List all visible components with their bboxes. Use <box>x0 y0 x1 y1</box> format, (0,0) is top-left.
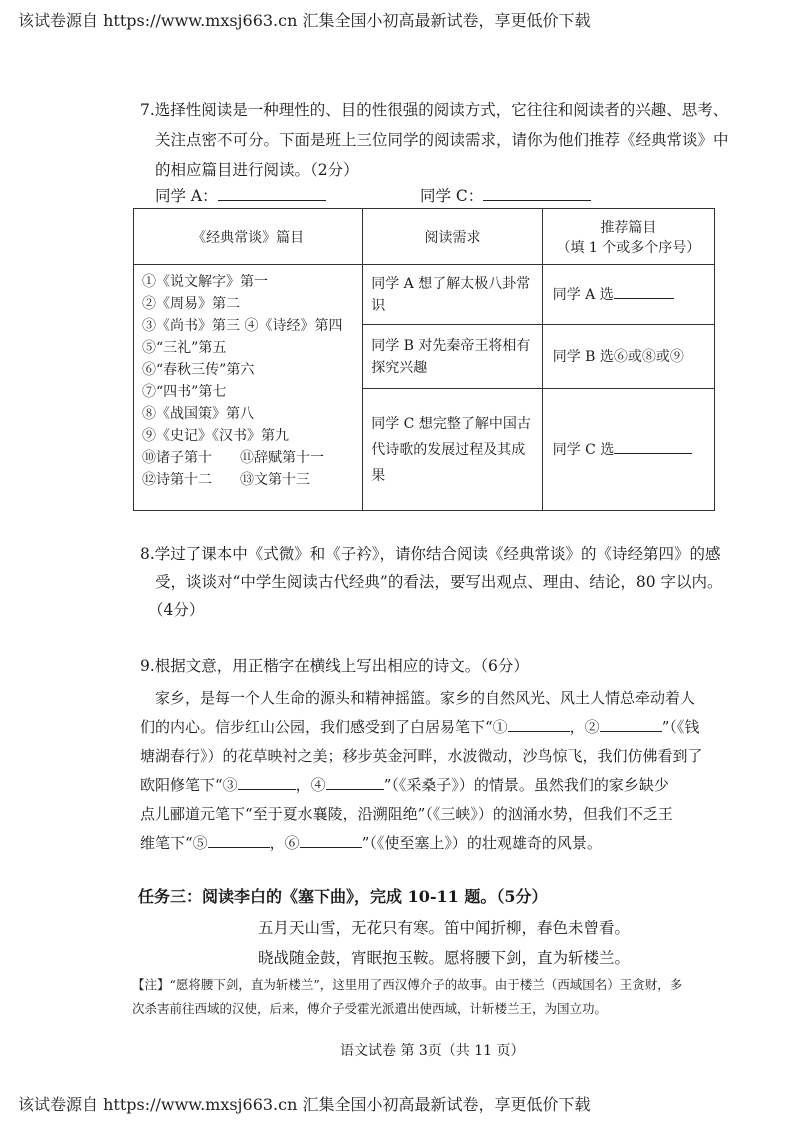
para-text: ，④ <box>295 776 326 794</box>
chapter-list-cell <box>134 265 363 511</box>
question-9-para-line-6 <box>140 829 602 857</box>
chapter-item: ⑧《战国策》第八 <box>142 406 254 422</box>
para-text: ，② <box>569 718 600 736</box>
student-a-answer-row <box>155 182 326 210</box>
question-7-line-3: 的相应篇目进行阅读。（2分） <box>155 161 359 179</box>
reading-recommendation-table <box>133 208 715 511</box>
question-9-para-line-4 <box>140 771 669 799</box>
header-needs: 阅读需求 <box>363 209 543 265</box>
para-text: ，⑥ <box>269 834 300 852</box>
rec-student-b: 同学 B 选⑥或⑧或⑨ <box>542 325 714 389</box>
question-9-para-line-2 <box>140 713 699 741</box>
chapter-item: ⑫诗第十二 ⑬文第十三 <box>142 472 310 488</box>
para-text: 维笔下“⑤ <box>140 834 208 852</box>
header-recommend <box>542 209 714 265</box>
student-a-label: 同学 A： <box>155 187 218 205</box>
source-banner-top: 该试卷源自 https://www.mxsj663.cn 汇集全国小初高最新试卷，享更低价下载 <box>18 11 591 30</box>
header-chapters: 《经典常谈》篇目 <box>134 209 363 265</box>
chapter-item: ⑤“三礼”第五 <box>142 340 227 356</box>
question-7-line-1: 7.选择性阅读是一种理性的、目的性很强的阅读方式，它往往和阅读者的兴趣、思考、 <box>140 101 729 119</box>
chapter-item: ⑥“春秋三传”第六 <box>142 362 255 378</box>
chapter-item: ⑨《史记》《汉书》第九 <box>142 428 289 444</box>
question-9-para-line-5: 点儿郦道元笔下“至于夏水襄陵，沿溯阻绝”（《三峡》）的汹涌水势，但我们不乏王 <box>140 805 673 823</box>
rec-student-c-blank[interactable] <box>614 439 692 454</box>
poem-blank-6[interactable] <box>300 833 362 848</box>
student-c-answer-blank[interactable] <box>483 186 591 201</box>
need-student-b: 同学 B 对先秦帝王将相有探究兴趣 <box>363 325 543 389</box>
student-c-label: 同学 C： <box>420 187 484 205</box>
rec-student-a <box>542 265 714 325</box>
question-8-line-3: （4分） <box>148 601 205 619</box>
task-3-title: 任务三：阅读李白的《塞下曲》，完成 10-11 题。（5分） <box>138 887 548 906</box>
poem-note-line-2: 次杀害前往西域的汉使，后来，傅介子受霍光派遣出使西域，计斩楼兰王，为国立功。 <box>132 1001 608 1016</box>
chapter-item: ②《周易》第二 <box>142 296 240 312</box>
source-banner-bottom: 该试卷源自 https://www.mxsj663.cn 汇集全国小初高最新试卷，享更低价下载 <box>18 1095 591 1114</box>
header-recommend-line-1: 推荐篇目 <box>600 219 657 236</box>
poem-blank-1[interactable] <box>508 717 570 732</box>
poem-line-2: 晓战随金鼓，宵眠抱玉鞍。愿将腰下剑，直为斩楼兰。 <box>258 949 631 967</box>
question-7-line-2: 关注点密不可分。下面是班上三位同学的阅读需求，请你为他们推荐《经典常谈》中 <box>155 131 729 149</box>
question-9-title: 9.根据文意，用正楷字在横线上写出相应的诗文。（6分） <box>140 657 529 675</box>
chapter-item: ①《说文解字》第一 <box>142 274 268 290</box>
para-text: ”（《采桑子》）的情景。虽然我们的家乡缺少 <box>383 776 669 794</box>
question-8-line-1: 8.学过了课本中《式微》和《子衿》，请你结合阅读《经典常谈》的《诗经第四》的感 <box>140 545 721 563</box>
rec-student-c <box>542 389 714 511</box>
rec-student-c-label: 同学 C 选 <box>552 441 615 458</box>
poem-line-1: 五月天山雪，无花只有寒。笛中闻折柳，春色未曾看。 <box>258 919 631 937</box>
student-a-answer-blank[interactable] <box>218 186 326 201</box>
poem-blank-2[interactable] <box>600 717 662 732</box>
rec-student-a-label: 同学 A 选 <box>552 286 614 303</box>
poem-blank-5[interactable] <box>208 833 270 848</box>
question-8-line-2: 受，谈谈对“中学生阅读古代经典”的看法，要写出观点、理由、结论，80 字以内。 <box>155 573 723 591</box>
question-9-para-line-1: 家乡，是每一个人生命的源头和精神摇篮。家乡的自然风光、风土人情总牵动着人 <box>155 689 696 707</box>
page-footer: 语文试卷 第 3页（共 11 页） <box>340 1043 525 1059</box>
student-c-answer-row <box>420 182 591 210</box>
para-text: 欧阳修笔下“③ <box>140 776 238 794</box>
para-text: ”（《使至塞上》）的壮观雄奇的风景。 <box>361 834 602 852</box>
chapter-item: ⑩诸子第十 ⑪辞赋第十一 <box>142 450 324 466</box>
header-recommend-line-2: （填 1 个或多个序号） <box>556 239 701 256</box>
question-9-para-line-3: 塘湖春行》）的花草映衬之美；移步英金河畔，水波微动，沙鸟惊飞，我们仿佛看到了 <box>140 747 703 765</box>
chapter-item: ⑦“四书”第七 <box>142 384 227 400</box>
need-student-a: 同学 A 想了解太极八卦常识 <box>363 265 543 325</box>
poem-blank-4[interactable] <box>326 775 384 790</box>
poem-note-line-1: 【注】“愿将腰下剑，直为斩楼兰”，这里用了西汉傅介子的故事。由于楼兰（西域国名）王贪财，多 <box>132 977 683 992</box>
rec-student-a-blank[interactable] <box>614 284 674 299</box>
poem-blank-3[interactable] <box>238 775 296 790</box>
need-student-c: 同学 C 想完整了解中国古代诗歌的发展过程及其成果 <box>363 389 543 511</box>
para-text: 们的内心。信步红山公园，我们感受到了白居易笔下“① <box>140 718 508 736</box>
chapter-item: ③《尚书》第三 ④《诗经》第四 <box>142 318 343 334</box>
para-text: ”（《钱 <box>661 718 700 736</box>
